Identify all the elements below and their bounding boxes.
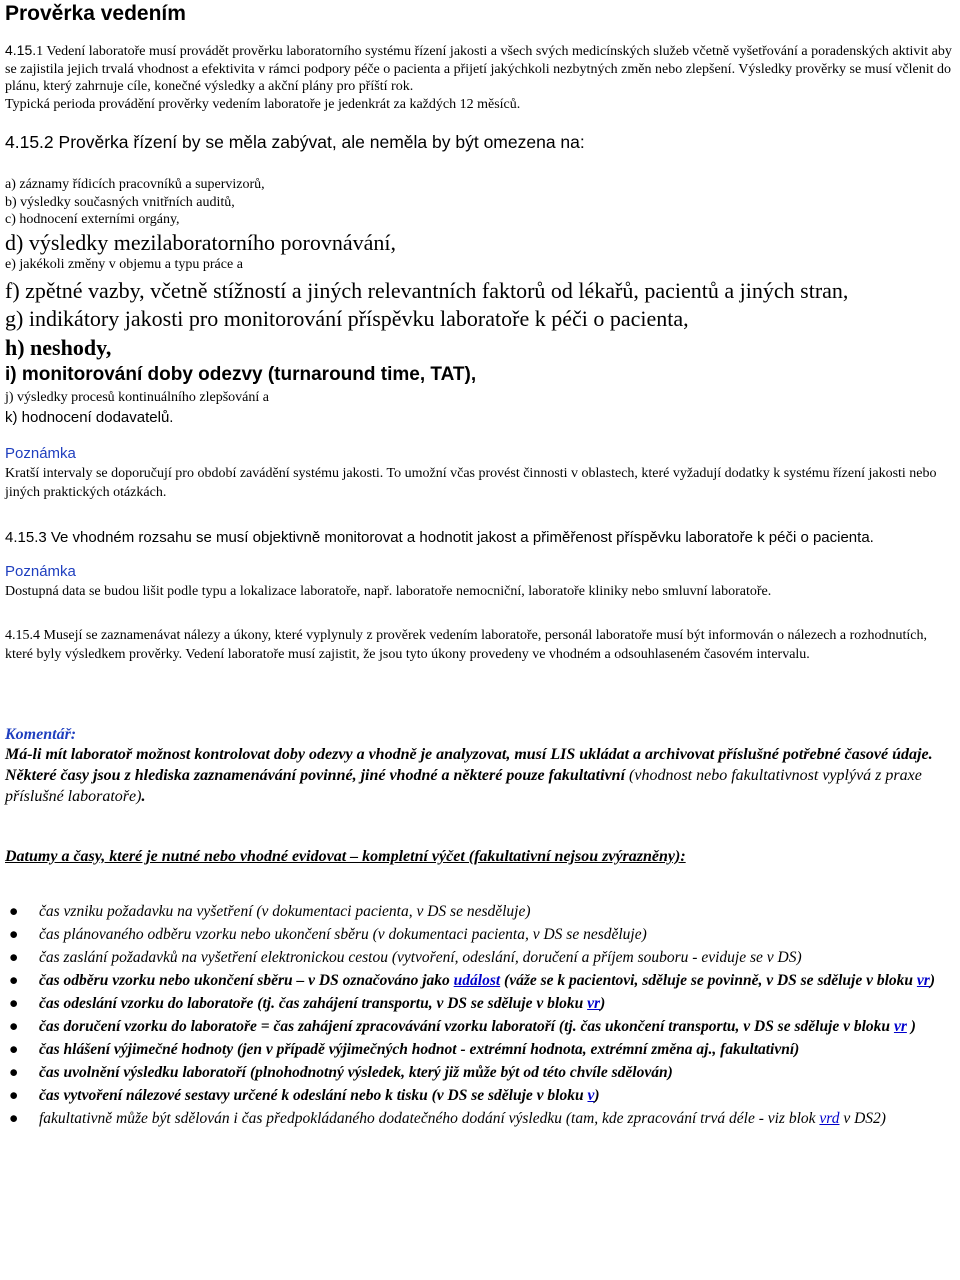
comment-text-2 xyxy=(5,765,957,807)
bullet-icon: ● xyxy=(9,1087,19,1104)
list-item-j: j) výsledky procesů kontinuálního zlepšování a xyxy=(5,390,269,405)
list-item: ● čas odeslání vzorku do laboratoře (tj. čas zahájení transportu, v DS se sděluje v bloku vr) xyxy=(9,995,606,1012)
note-text: Dostupná data se budou lišit podle typu a lokalizace laboratoře, např. laboratoře nemocniční, laboratoře kliniky nebo smluvní laboratoře. xyxy=(5,584,772,599)
list-item-h: h) neshody, xyxy=(5,335,112,360)
list-item: ● čas odběru vzorku nebo ukončení sběru – v DS označováno jako událost (váže se k pacientovi, sděluje se povinně, v DS se sděluje v bloku vr) xyxy=(9,972,935,989)
page-title: Prověrka vedením xyxy=(5,2,186,25)
comment-text: Má-li mít laboratoř možnost kontrolovat doby odezvy a vhodně je analyzovat, musí LIS ukládat a archivovat příslušné potřebné časové údaje. xyxy=(5,746,933,763)
section-4-15-4: 4.15.4 Musejí se zaznamenávat nálezy a úkony, které vyplynuly z prověrek vedením laboratoře, personál laboratoře musí být informován o nálezech a rozhodnutích, které byly výsledkem prověrky. Vedení laboratoře musí zajistit, že jsou tyto úkony provedeny ve vhodném a odsouhlaseném časovém intervalu. xyxy=(5,628,927,662)
list-item-i: i) monitorování doby odezvy (turnaround time, TAT), xyxy=(5,364,477,385)
note-label: Poznámka xyxy=(5,445,76,462)
bullet-icon: ● xyxy=(9,972,19,989)
link-v[interactable]: v xyxy=(587,1087,595,1104)
dates-heading: Datumy a časy, které je nutné nebo vhodné evidovat – kompletní výčet (fakultativní nejsou zvýrazněny): xyxy=(5,848,686,865)
list-item-g: g) indikátory jakosti pro monitorování příspěvku laboratoře k péči o pacienta, xyxy=(5,306,689,331)
dates-list xyxy=(5,901,957,1129)
bullet-icon: ● xyxy=(9,1064,19,1081)
list-item-f: f) zpětné vazby, včetně stížností a jiných relevantních faktorů od lékařů, pacientů a jiných stran, xyxy=(5,278,849,303)
link-udalost[interactable]: událost xyxy=(453,972,501,989)
comment-end: . xyxy=(141,788,146,805)
bullet-icon: ● xyxy=(9,995,19,1012)
note-label: Poznámka xyxy=(5,563,76,580)
section-text: 1 Vedení laboratoře musí provádět prověrku laboratorního systému řízení jakosti a všech svých medicínských služeb včetně vyšetřování a poradenských aktivit aby se zajistila jejich trvalá vhodnost a efektivita v rámci podpory péče o pacienta a přijetí jakýchkoli nezbytných změn nebo zlepšení. Výsledky prověrky se musí včlenit do plánu, který zahrnuje cíle, konečné výsledky a akční plány pro příští rok. xyxy=(5,44,952,94)
note-text: Kratší intervaly se doporučují pro období zavádění systému jakosti. To umožní včas provést činnosti v oblastech, které vyžadují dodatky k systému řízení jakosti nebo jiných praktických otázkách. xyxy=(5,466,937,500)
bullet-icon: ● xyxy=(9,949,19,966)
list-item: ● čas vzniku požadavku na vyšetření (v dokumentaci pacienta, v DS se nesděluje) xyxy=(9,903,531,920)
list-item: ● čas hlášení výjimečné hodnoty (jen v případě výjimečných hodnot - extrémní hodnota, extrémní změna aj., fakultativní) xyxy=(9,1041,800,1058)
list-item-a: a) záznamy řídicích pracovníků a supervizorů, xyxy=(5,177,265,192)
list-item: ● fakultativně může být sdělován i čas předpokládaného dodatečného dodání výsledku (tam, kde zpracování trvá déle - viz blok vrd v DS2) xyxy=(9,1110,886,1127)
section-4-15-2-heading: 4.15.2 Prověrka řízení by se měla zabývat, ale neměla by být omezena na: xyxy=(5,132,585,152)
bullet-icon: ● xyxy=(9,1041,19,1058)
bullet-icon: ● xyxy=(9,1018,19,1035)
comment-rest: (vhodnost nebo fakultativnost vyplývá z praxe příslušné laboratoře) xyxy=(5,767,922,805)
list-item: ● čas vytvoření nálezové sestavy určené k odeslání nebo k tisku (v DS se sděluje v bloku v) xyxy=(9,1087,600,1104)
list-item: ● čas doručení vzorku do laboratoře = čas zahájení zpracovávání vzorku laboratoří (tj. čas ukončení transportu, v DS se sděluje v bloku vr ) xyxy=(9,1018,916,1035)
bullet-icon: ● xyxy=(9,926,19,943)
list-item-b: b) výsledky současných vnitřních auditů, xyxy=(5,194,235,210)
link-vr[interactable]: vr xyxy=(587,995,601,1012)
link-vrd[interactable]: vrd xyxy=(819,1110,840,1127)
comment-bold-part: Některé časy jsou z hlediska zaznamenávání povinné, jiné vhodné a některé pouze fakultativní xyxy=(5,767,626,784)
section-4-15-1 xyxy=(5,42,957,96)
section-number: 4.15. xyxy=(5,42,37,58)
bullet-icon: ● xyxy=(9,1110,19,1127)
list-item-c: c) hodnocení externími orgány, xyxy=(5,212,180,227)
list-item-d: d) výsledky mezilaboratorního porovnávání, xyxy=(5,229,397,255)
list-item: ● čas plánovaného odběru vzorku nebo ukončení sběru (v dokumentaci pacienta, v DS se nesděluje) xyxy=(9,926,647,943)
section-4-15-3: 4.15.3 Ve vhodném rozsahu se musí objektivně monitorovat a hodnotit jakost a přiměřenost příspěvku laboratoře k péči o pacienta. xyxy=(5,529,874,546)
list-item-e: e) jakékoli změny v objemu a typu práce a xyxy=(5,256,243,272)
list-item: ● čas zaslání požadavků na vyšetření elektronickou cestou (vytvoření, odeslání, doručení a příjem souboru - eviduje se v DS) xyxy=(9,949,802,966)
comment-label: Komentář: xyxy=(5,726,77,743)
link-vr[interactable]: vr xyxy=(916,972,930,989)
link-vr[interactable]: vr xyxy=(893,1018,907,1035)
list-item-k: k) hodnocení dodavatelů. xyxy=(5,409,174,426)
section-4-15-1-period: Typická perioda provádění prověrky vedením laboratoře je jedenkrát za každých 12 měsíců. xyxy=(5,96,521,112)
bullet-icon: ● xyxy=(9,903,19,920)
list-item: ● čas uvolnění výsledku laboratoří (plnohodnotný výsledek, který již může být od této chvíle sdělován) xyxy=(9,1064,673,1081)
